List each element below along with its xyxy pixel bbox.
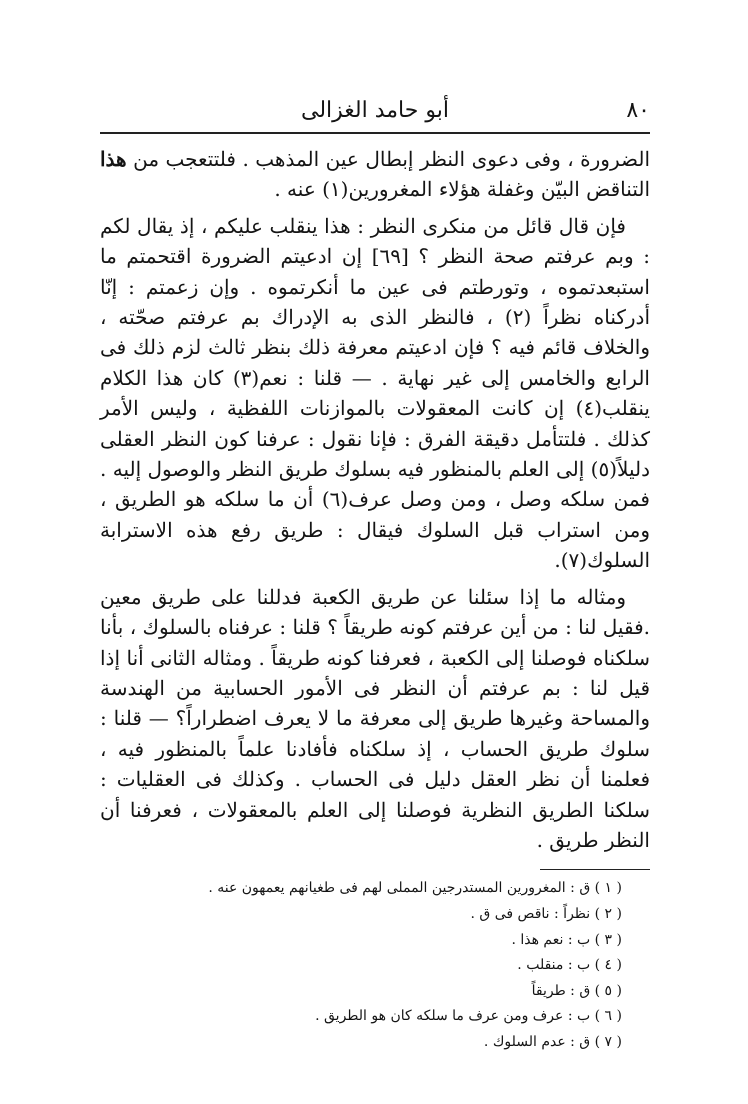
footnote: ( ٢ ) نظراً : ناقص فى ق . (470, 905, 622, 922)
book-page (100, 92, 650, 1056)
page-header (100, 92, 650, 128)
page-number: ٨٠ (626, 98, 650, 123)
header-rule (100, 132, 650, 134)
paragraph-1-rest: التناقض البيّن وغفلة هؤلاء المغرورين(١) عنه . (274, 177, 650, 202)
footnotes (100, 876, 650, 1055)
footnote: ( ٦ ) ب : عرف ومن عرف ما سلكه كان هو الطريق . (315, 1008, 622, 1025)
paragraph-1-bold-word: هذا (100, 147, 127, 171)
footnote: ( ١ ) ق : المغرورين المستدرجين المملى لهم فى طغيانهم يعمهون عنه . (208, 880, 622, 897)
paragraph-2: فإن قال قائل من منكرى النظر : هذا ينقلب عليكم ، إذ يقال لكم : وبم عرفتم صحة النظر ؟ [٦٩] إن ادعيتم الضرورة اقتحمتم ما استبعدتموه ، وتورطتم فى عين ما أنكرتموه . وإن زعمتم : إنّا أدركناه نظراً (٢) ، فالنظر الذى به الإدراك بم عرفتم صحّته ، والخلاف قائم فيه ؟ فإن ادعيتم معرفة ذلك بنظر ثالث لزم ذلك فى الرابع والخامس إلى غير نهاية . — قلنا : نعم(٣) كان هذا الكلام ينقلب(٤) إن كانت المعقولات بالموازنات اللفظية ، وليس الأمر كذلك . فلتتأمل دقيقة الفرق : فإنا نقول : عرفنا كون النظر العقلى دليلاً(٥) إلى العلم بالمنظور فيه بسلوك طريق النظر والوصول إليه . فمن سلكه وصل ، ومن وصل عرف(٦) أن ما سلكه هو الطريق ، ومن استراب قبل السلوك فيقال : طريق رفع هذه الاسترابة السلوك(٧). (100, 213, 651, 573)
main-text (100, 144, 650, 855)
running-title: أبو حامد الغزالى (301, 98, 449, 123)
footnote: ( ٧ ) ق : عدم السلوك . (483, 1033, 622, 1050)
footnote: ( ٤ ) ب : منقلب . (517, 957, 622, 974)
paragraph-3: ومثاله ما إذا سئلنا عن طريق الكعبة فدللنا على طريق معين .فقيل لنا : من أين عرفتم كونه طريقاً ؟ قلنا : عرفناه بالسلوك ، بأنا سلكناه فوصلنا إلى الكعبة ، فعرفنا كونه طريقاً . ومثاله الثانى أنا إذا قيل لنا : بم عرفتم أن النظر فى الأمور الحسابية من الهندسة والمساحة وغيرها طريق إلى معرفة ما لا يعرف اضطراراً؟ — قلنا : سلوك طريق الحساب ، إذ سلكناه فأفادنا علماً بالمنظور فيه ، فعلمنا أن نظر العقل دليل فى الحساب . وكذلك فى العقليات : سلكنا الطريق النظرية فوصلنا إلى العلم بالمعقولات ، فعرفنا أن النظر طريق . (100, 584, 650, 852)
paragraph-1-lead: الضرورة ، وفى دعوى النظر إبطال عين المذهب . فلتتعجب من (133, 147, 650, 171)
footnote: ( ٣ ) ب : نعم هذا . (511, 931, 622, 948)
footnote-rule (540, 869, 650, 870)
footnote: ( ٥ ) ق : طريقاً (531, 982, 622, 999)
paragraph-1 (100, 144, 650, 205)
